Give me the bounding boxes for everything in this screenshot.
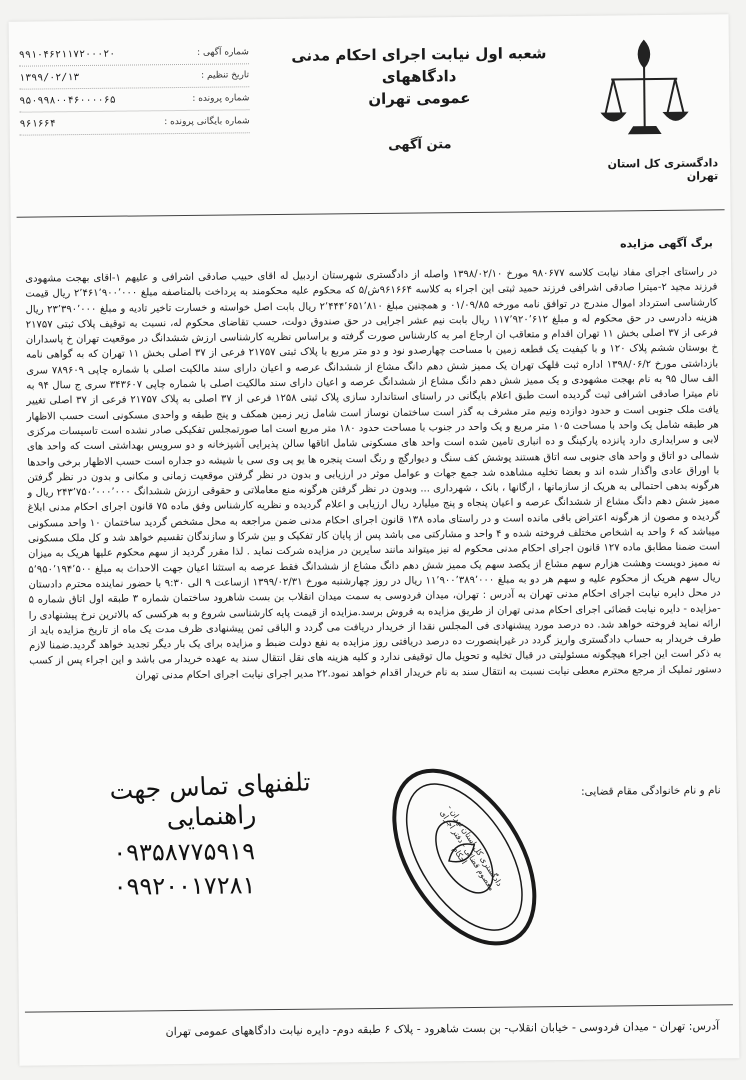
handwritten-phone-2: ۰۹۹۲۰۰۱۷۲۸۱ xyxy=(113,871,256,901)
footer-address: آدرس: تهران - میدان فردوسی - خیابان انقلاب- بن بست شاهرود - پلاک ۶ طبقه دوم- دایره نیابت دادگاههای عمومی تهران xyxy=(165,1019,720,1039)
branch-title-line2: عمومی تهران xyxy=(368,88,471,109)
branch-title xyxy=(264,42,575,111)
judge-name-label: نام و نام خانوادگی مقام قضایی: xyxy=(581,784,721,798)
footer-divider xyxy=(25,1004,733,1012)
meta-row xyxy=(19,41,249,66)
sheet-title: برگ آگهی مزایده xyxy=(619,236,713,251)
meta-value: ۹۹۱۰۴۶۲۱۱۷۲۰۰۰۲۰ xyxy=(18,48,116,61)
notice-text-title: متن آگهی xyxy=(388,137,452,153)
handwritten-phone-1: ۰۹۳۵۸۷۷۵۹۱۹ xyxy=(113,837,256,867)
meta-value: ۱۳۹۹/۰۲/۱۳ xyxy=(19,71,80,84)
meta-value: ۹۶۱۶۶۴ xyxy=(19,117,56,130)
branch-title-line1: شعبه اول نیابت اجرای احکام مدنی دادگاههای xyxy=(291,44,547,86)
meta-label: شماره بایگانی پرونده : xyxy=(164,116,250,128)
stamp-text: دادگستری کل استان تهران - معصوم قضائی - دفتر اجرای احکام xyxy=(438,803,505,893)
notice-body: در راستای اجرای مفاد نیابت کلاسه ۹۸۰۶۷۷ مورخ ۱۳۹۸/۰۲/۱۰ واصله از دادگستری شهرستان اردبیل له اقای حبیب صادقی اشرافی و علیهم ۱-اقای بهجت مشهودی فرزند مجید ۲-میترا صادقی اشرافی فرزند حمید ثبتی این اجراء به کلاسه ۹۶۱۶۶۴ش/۵ که محکوم علیه محکومند به پرداخت بالمناصفه مبلغ ۲٬۴۶۱٬۹۰۰٬۰۰۰ ریال قیمت کارشناسی استرداد اموال مندرج در توافق نامه مورخه ۰۱/۰۹/۸۵ و همچنین مبلغ ۲٬۴۴۴٬۶۵۱٬۸۱۰ ریال بابت اصل خواسته و خسارت تاخیر تادیه و مبلغ ۲۳٬۳۹۰٬۰۰۰ ریال هزینه دادرسی در حق محکوم له و مبلغ ۱۱۷٬۹۲۰٬۶۱۲ ریال بابت نیم عشر اجرایی در حق صندوق دولت، حسب تقاضای محکوم له، نسبت به توقیف پلاک ثبتی ۲۱۷۵۷ فرعی از ۳۷ اصلی بخش ۱۱ تهران اقدام و متعاقب ان ارجاع امر به کارشناس صورت گرفته و براساس نظریه کارشناسی ارزش ششدانگ در موقعیت تهران خ پاسداران خ بوستان ششم پلاک ۱۲۰ و با کیفیت یک قطعه زمین با مساحت چهارصدو نود و دو متر مربع با پلاک ثبتی ۲۱۷۵۷ فرعی از ۳۷ اصلی بخش ۱۱ تهران که به گواهی نامه بازداشتی مورخ ۱۳۹۸/۰۶/۲ اداره ثبت قلهک تهران یک ممیز شش دهم دانگ مشاع از ششدانگ عرصه و اعیان دارای سند مالکیت اصلی با شماره چاپی ۷۸۹۶۰۹ سری الف سال ۹۵ به نام بهجت مشهودی و یک ممیز شش دهم دانگ مشاع از ششدانگ عرصه و اعیان دارای سند مالکیت اصلی با شماره چاپی ۳۴۳۶۰۷ سری ج سال ۹۴ به نام میترا صادقی اشرافی ثبت گردیده است طبق اعلام بایگانی در راستای استاندارد سازی پلاک ثبتی ۱۲۵۸ فرعی از ۳۷ اصلی به پلاک ۲۱۷۵۷ فرعی از ۳۷ اصلی تغییر یافت ملک جنوبی است و حدود دوازده ونیم متر مشرف به گذر است ساختمان نوساز است شامل زیر زمین همکف و پنج طبقه و واحدی مسکونی است حسب الاظهار هر طبقه شامل یک واحد با مساحت ۱۰۵ متر مربع و یک واحد در جنوب با مساحت حدود ۱۸۰ متر مربع است اما صورتمجلس تفکیکی صادر نشده است تاسیسات مرکزی لابی و سرایداری دارد پانزده پارکینگ و ده انباری تامین شده است واحد های مسکونی شامل اتاقها سالن پذیرایی آشپزخانه و دو سرویس بهداشتی است که واحد های شمالی دو اتاق و واحد های جنوبی سه اتاق هستند پوشش کف سنگ و دیوارگچ و رنگ است پنجره ها یو پی وی سی با شیشه دو جداره است حسب الاظهار برخی واحدها با اوراق عادی واگذار شده اند و بعضا تخلیه مشاهده شد جمع جهات و عوامل موثر در ارزیابی و بدون در نظر گرفتن موقعیت زمانی و مکانی و بدون در نظر گرفتن هرگونه بدهی احتمالی به هریک از سازمانها ، ارگانها ، بانک ، شهرداری ... وبدون در نظر گرفتن هرگونه منع معاملاتی و حقوقی ارزش ششدانگ ۲۴۳٬۷۵۰٬۰۰۰٬۰۰۰ ریال و ممیز شش دهم دانگ مشاع از ششدانگ عرصه و اعیان پنجاه و پنج میلیارد ریال ارزیابی و اعلام گردیده و نظریه کارشناس وفق ماده ۷۵ قانون اجرای احکام مدنی ابلاغ گردیده و مصون از هرگونه اعتراض باقی مانده است و در راستای ماده ۱۳۸ قانون اجرای احکام مدنی ضمن مراجعه به محل مشخص گردید ساختمان ۱۰ واحد مسکونی میباشد که ۶ واحد به اشخاص مختلف فروخته شده و ۴ واحد و مشارکتی می باشد پس از پایان کار تفکیک و بین شرکا و سازندگان تقسیم خواهد شد و کل ملک مسکونی است ضمنا مطابق ماده ۱۲۷ قانون اجرای احکام مدنی محکوم له نیز میتواند مانند سایرین در مزایده شرکت نماید . لذا مقرر گردید از سهم محکوم علیها هریک به میزان نه ممیز دویست وهشت هزارم سهم مشاع از یکصد سهم یک ممیز شش دهم دانگ مشاع از ششدانگ فقط عرصه به استثنا اعیان جهت الاحداث به مبلغ ۵٬۹۵۰٬۱۹۴٬۵۰۰ ریال سهم هریک از محکوم علیه و سهم هر دو به مبلغ ۱۱٬۹۰۰٬۳۸۹٬۰۰۰ ریال در روز چهارشنبه مورخ ۱۳۹۹/۰۲/۳۱ ازساعت ۹ الی ۹:۳۰ با حضور نماینده محترم دادستان در محل دایره نیابت اجرای احکام مدنی تهران به آدرس : تهران، میدان فردوسی به سمت میدان انقلاب بن بست شاهرود ساختمان شماره ۳ طبقه اول اتاق شماره ۵ -مزایده - دایره نیابت قضائی اجرای احکام مدنی تهران از طریق مزایده به فروش برسد.مزایده از قیمت پایه کارشناسی شروع و به هرکسی که بالاترین نرخ پیشنهادی را ارائه نماید فروخته خواهد شد. ده درصد مورد پیشنهادی فی المجلس نقدا از خریدار دریافت می گردد و الباقی ثمن پیشنهادی ظرف مدت یک ماه از تاریخ مزایده باید از طرف خریدار به حساب دادگستری واریز گردد در غیراینصورت ده درصد دریافتی روز مزایده به نفع دولت ضبط و مزایده برای یک بار دیگر تجدید خواهد گردید.ضمنا لازم به ذکر است این اجراء هیچگونه مسئولیتی در قبال تخلیه و تحویل مال توقیفی ندارد و کلیه هزینه های نقل انتقال سند به عهده خریدار می باشد و این اجراء پس از کسب دستور تملیک از مرجع محترم معطی نیابت نسبت به انتقال سند به نام خریدار اقدام خواهد نمود.۲۲ مدیر اجرای نیابت اجرای احکام مدنی تهران xyxy=(25,266,722,682)
handwritten-phones-title: تلفنهای تماس جهت راهنمایی xyxy=(108,767,312,833)
meta-label: شماره آگهی : xyxy=(197,47,249,58)
notice-meta xyxy=(19,41,250,135)
meta-value: ۹۵۰۹۹۸۰۰۴۶۰۰۰۰۶۵ xyxy=(19,94,116,107)
meta-row xyxy=(19,87,249,112)
meta-row xyxy=(20,110,250,135)
meta-label: تاریخ تنظیم : xyxy=(201,70,250,81)
meta-label: شماره پرونده : xyxy=(192,93,250,104)
court-name: دادگستری کل استان تهران xyxy=(607,156,719,183)
meta-row xyxy=(19,64,249,89)
notice-document xyxy=(9,14,740,1065)
header-divider xyxy=(17,209,725,217)
judiciary-emblem-icon xyxy=(599,33,690,144)
